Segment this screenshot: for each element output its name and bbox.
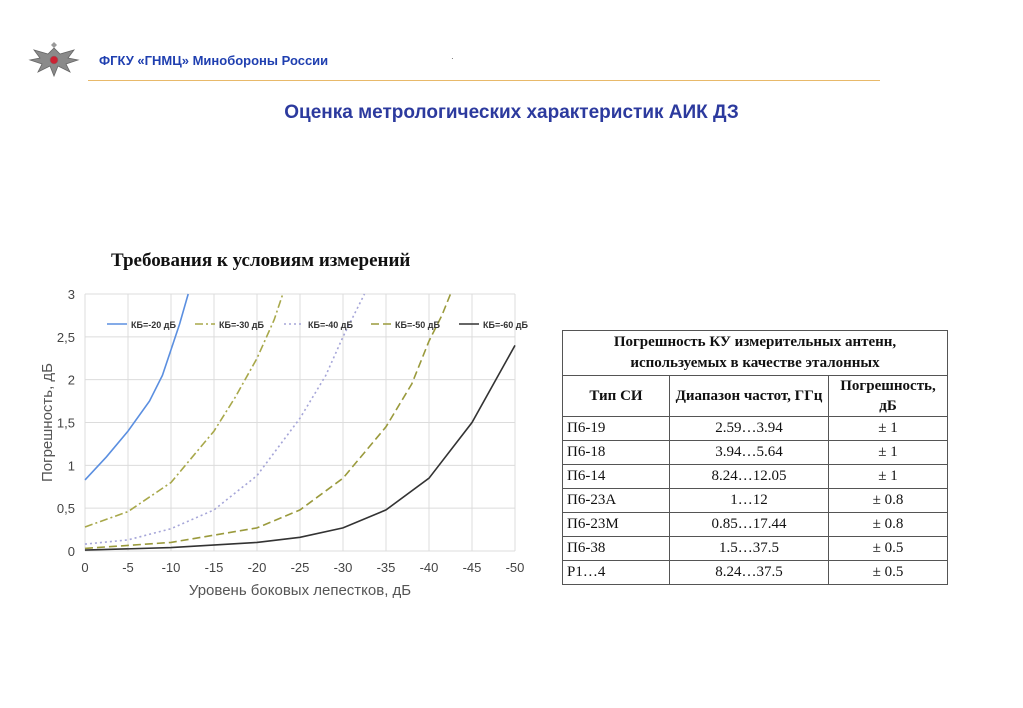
y-tick-label: 0,5 — [56, 501, 75, 517]
cell-type: П6-18 — [563, 441, 670, 465]
table-row — [563, 441, 948, 465]
y-axis-label: Погрешность, дБ — [39, 362, 56, 483]
error-vs-sidelobe-chart — [30, 280, 530, 610]
cell-type: П6-19 — [563, 417, 670, 441]
slide-title: Оценка метрологических характеристик АИК ДЗ — [284, 102, 739, 123]
org-name: ФГКУ «ГНМЦ» Минобороны России — [99, 53, 329, 68]
x-tick-label: -35 — [376, 560, 396, 575]
table-row — [563, 537, 948, 561]
table-row — [563, 465, 948, 489]
legend-label: КБ=-30 дБ — [219, 320, 264, 330]
cell-type: П6-38 — [563, 537, 670, 561]
cell-type: П6-23М — [563, 513, 670, 537]
cell-range: 1…12 — [670, 489, 829, 513]
series-line — [85, 294, 451, 548]
y-tick-label: 3 — [67, 287, 75, 302]
x-tick-label: 0 — [81, 560, 89, 575]
legend-label: КБ=-50 дБ — [395, 320, 440, 330]
cell-error: ± 0.8 — [829, 489, 948, 513]
cell-error: ± 0.8 — [829, 513, 948, 537]
table-row — [563, 513, 948, 537]
cell-range: 8.24…37.5 — [670, 561, 829, 585]
y-tick-label: 0 — [67, 544, 75, 559]
chart-subtitle: Требования к условиям измерений — [111, 250, 411, 271]
legend-label: КБ=-20 дБ — [131, 320, 176, 330]
cell-error: ± 1 — [829, 465, 948, 489]
table-row — [563, 561, 948, 585]
table-header-range: Диапазон частот, ГГц — [670, 376, 829, 417]
x-tick-label: -15 — [204, 560, 224, 575]
cell-error: ± 0.5 — [829, 537, 948, 561]
cell-error: ± 1 — [829, 417, 948, 441]
header-divider — [88, 80, 880, 81]
table-row — [563, 417, 948, 441]
series-line — [85, 294, 365, 544]
cell-range: 0.85…17.44 — [670, 513, 829, 537]
y-tick-label: 1,5 — [56, 415, 75, 431]
y-tick-label: 2,5 — [56, 329, 75, 345]
x-tick-label: -50 — [505, 560, 525, 575]
y-tick-label: 2 — [67, 372, 75, 388]
x-tick-label: -30 — [333, 560, 353, 575]
separator-dot: · — [451, 54, 454, 63]
cell-error: ± 1 — [829, 441, 948, 465]
cell-range: 1.5…37.5 — [670, 537, 829, 561]
table-row — [563, 489, 948, 513]
x-tick-label: -45 — [462, 560, 482, 575]
x-tick-label: -20 — [247, 560, 267, 575]
legend-label: КБ=-60 дБ — [483, 320, 528, 330]
legend-label: КБ=-40 дБ — [308, 320, 353, 330]
table-header-error: Погрешность, дБ — [829, 376, 948, 417]
y-tick-label: 1 — [67, 458, 75, 474]
x-tick-label: -10 — [161, 560, 181, 575]
reference-antenna-table — [562, 330, 948, 585]
cell-range: 3.94…5.64 — [670, 441, 829, 465]
x-axis-label: Уровень боковых лепестков, дБ — [188, 582, 412, 599]
x-tick-label: -40 — [419, 560, 439, 575]
table-caption: Погрешность КУ измерительных антенн, используемых в качестве эталонных — [563, 331, 948, 376]
x-tick-label: -5 — [122, 560, 134, 575]
cell-range: 8.24…12.05 — [670, 465, 829, 489]
cell-type: П6-14 — [563, 465, 670, 489]
cell-type: П6-23А — [563, 489, 670, 513]
cell-type: Р1…4 — [563, 561, 670, 585]
cell-error: ± 0.5 — [829, 561, 948, 585]
cell-range: 2.59…3.94 — [670, 417, 829, 441]
double-eagle-emblem-icon — [24, 42, 84, 82]
table-header-type: Тип СИ — [563, 376, 670, 417]
x-tick-label: -25 — [290, 560, 310, 575]
